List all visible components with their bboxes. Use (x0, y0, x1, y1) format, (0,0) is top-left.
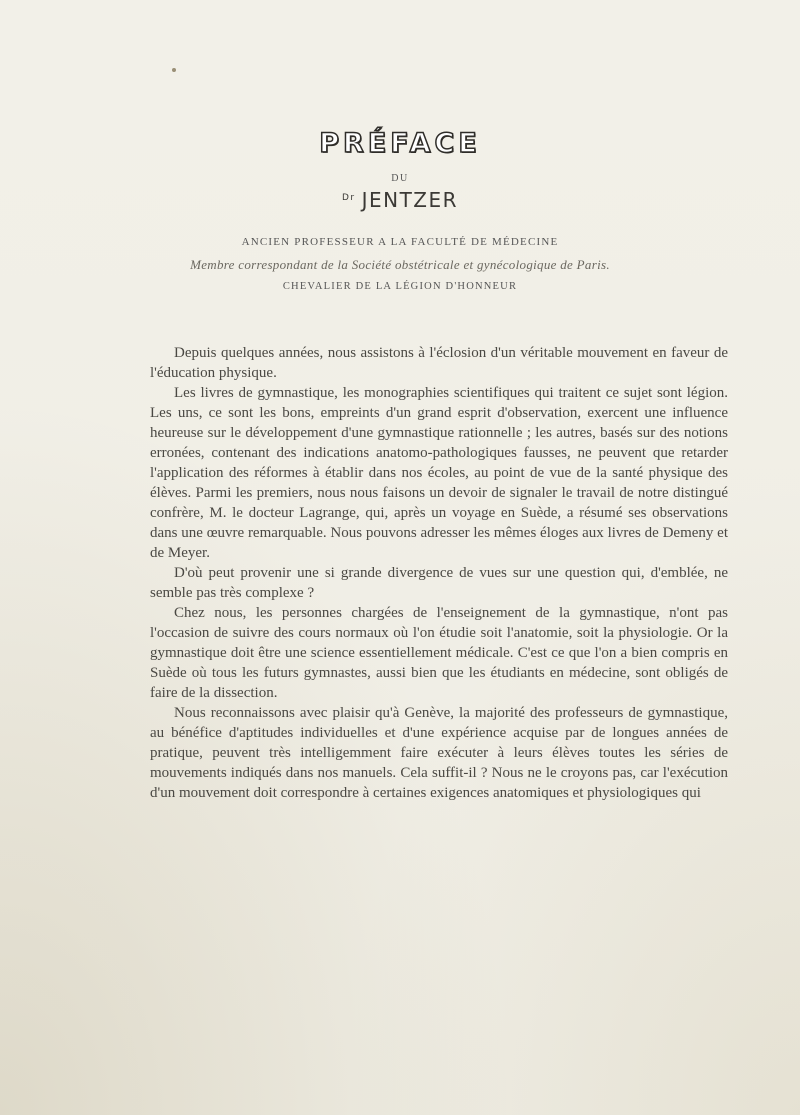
paragraph: Nous reconnaissons avec plaisir qu'à Genève, la majorité des professeurs de gymnastique, au bénéfice d'aptitudes individuelles et d'une expérience acquise par de longues années de pratique, peuvent très intelligemment faire exécuter à leurs élèves toutes les séries de mouvements indiqués dans nos manuels. Cela suffit-il ? Nous ne le croyons pas, car l'exécution d'un mouvement doit correspondre à certaines exigences anatomiques et physiologiques qui (150, 705, 728, 801)
paper-spot (172, 68, 176, 72)
paragraph: Chez nous, les personnes chargées de l'enseignement de la gymnastique, n'ont pas l'occasion de suivre des cours normaux où l'on étudie soit l'anatomie, soit la physiologie. Or la gymnastique doit être une science essentiellement médicale. C'est ce que l'on a bien compris en Suède où tous les futurs gymnastes, aussi bien que les étudiants en médecine, sont obligés de faire de la dissection. (150, 605, 728, 701)
author-title-line: ANCIEN PROFESSEUR A LA FACULTÉ DE MÉDECINE (241, 236, 559, 248)
page-title: PRÉFACE (319, 128, 481, 159)
author-surname: JENTZER (361, 188, 459, 212)
paragraph: Les livres de gymnastique, les monographies scientifiques qui traitent ce sujet sont légion. Les uns, ce sont les bons, empreints d'un grand esprit d'observation, exercent une influence heureuse sur le développement d'une gymnastique rationnelle ; les autres, basés sur des notions erronées, contenant des indications anatomo-pathologiques fausses, ne peuvent que retarder l'application des réformes à établir dans nos écoles, au point de vue de la santé physique des élèves. Parmi les premiers, nous nous faisons un devoir de signaler le travail de notre distingué confrère, M. le docteur Lagrange, qui, après un voyage en Suède, a résumé ses observations dans une œuvre remarquable. Nous pouvons adresser les mêmes éloges aux livres de Demeny et de Meyer. (150, 385, 728, 561)
author-prefix: Dr (341, 193, 356, 203)
title-du: DU (391, 173, 409, 184)
author-name (0, 188, 800, 212)
body-text (150, 343, 728, 803)
author-membership-line: Membre correspondant de la Société obstétricale et gynécologique de Paris. (190, 257, 610, 272)
author-honor-line: CHEVALIER DE LA LÉGION D'HONNEUR (282, 281, 518, 292)
paragraph: D'où peut provenir une si grande divergence de vues sur une question qui, d'emblée, ne semble pas très complexe ? (150, 565, 728, 601)
paragraph: Depuis quelques années, nous assistons à l'éclosion d'un véritable mouvement en faveur de l'éducation physique. (150, 345, 728, 381)
